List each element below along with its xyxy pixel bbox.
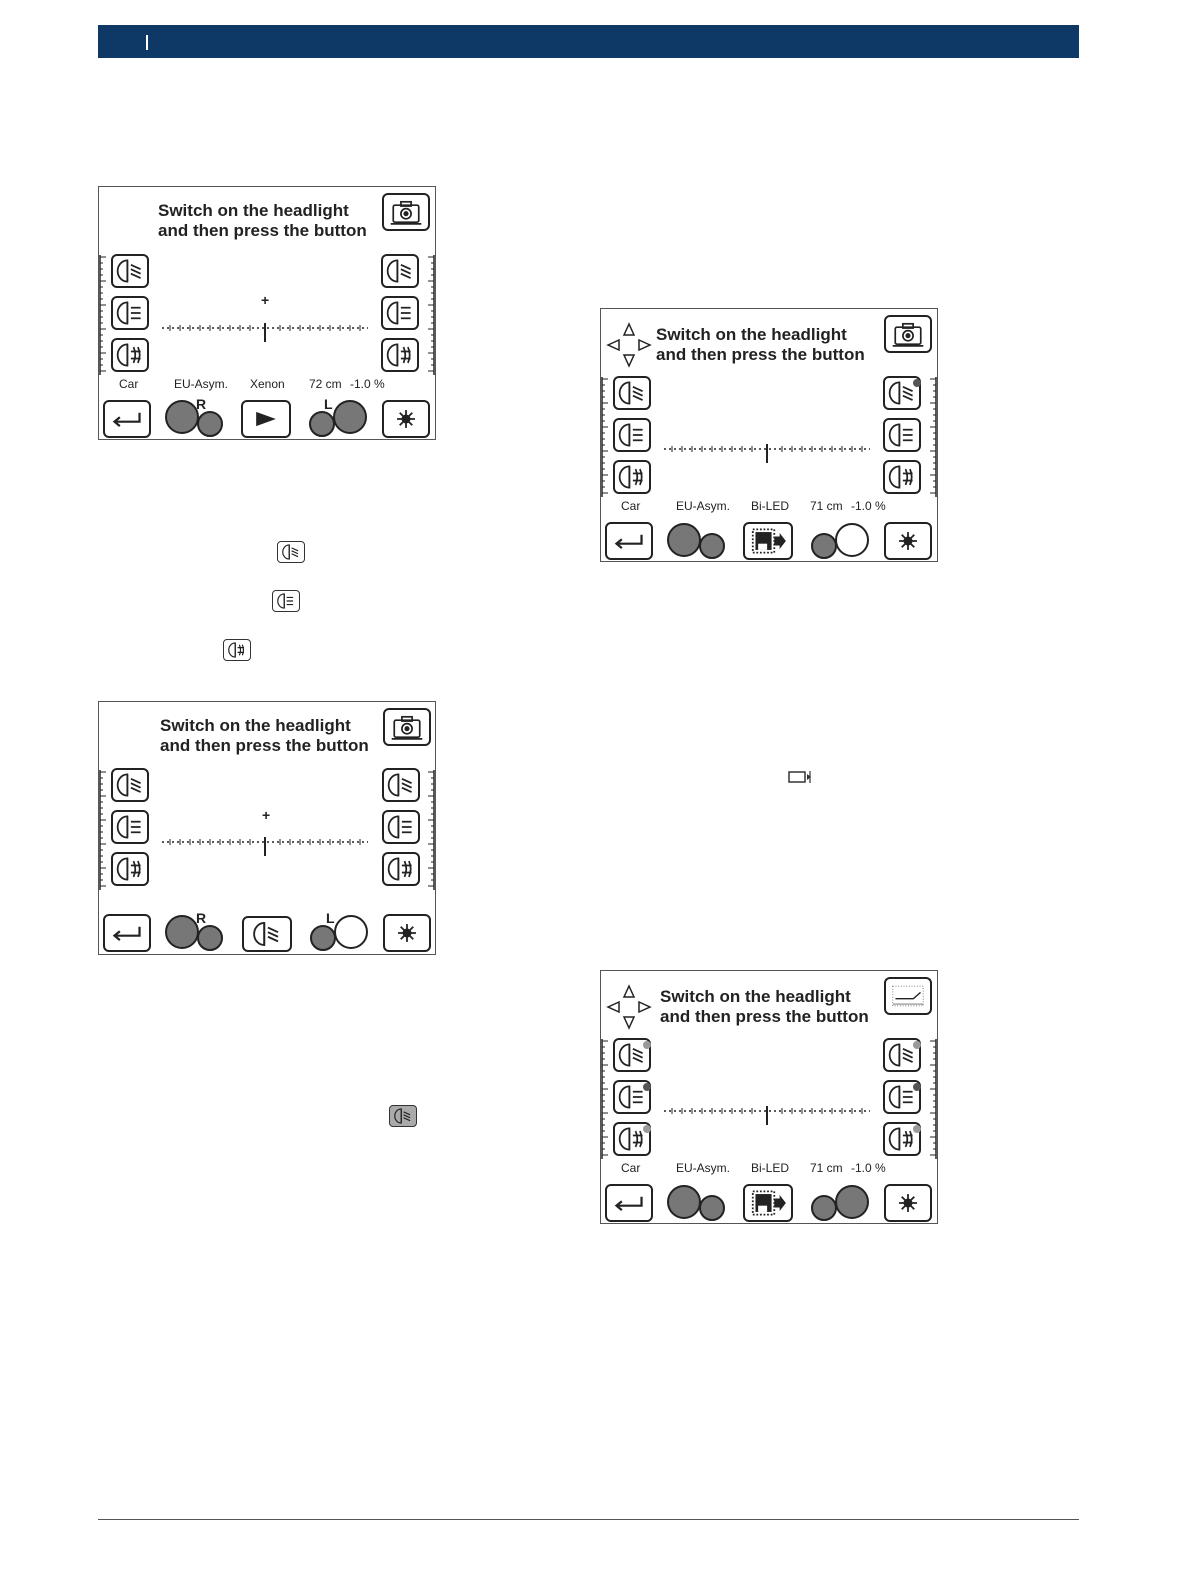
title-line-1: Switch on the headlight: [158, 201, 349, 220]
low-beam-icon: [885, 420, 919, 450]
fog-light-button-right[interactable]: [381, 338, 419, 372]
back-button[interactable]: [103, 400, 151, 438]
back-button[interactable]: [605, 1184, 653, 1222]
back-arrow-icon: [607, 1186, 651, 1220]
fog-light-button-right[interactable]: [883, 1122, 921, 1156]
high-beam-icon: [383, 256, 417, 286]
high-beam-icon: [244, 918, 290, 950]
right-lamp-label: R: [196, 910, 207, 926]
saved-indicator: [643, 1125, 651, 1133]
low-beam-button-right[interactable]: [883, 1080, 921, 1114]
right-lamp-small[interactable]: [699, 533, 725, 559]
navigation-arrows-icon[interactable]: [605, 983, 653, 1031]
screen-xenon: [98, 186, 436, 440]
vehicle-type: Car: [621, 1161, 641, 1175]
saved-indicator: [913, 1083, 921, 1091]
inline-fog-light: [223, 639, 251, 661]
vehicle-type: Car: [621, 499, 641, 513]
right-lamp-small[interactable]: [699, 1195, 725, 1221]
title-line-1: Switch on the headlight: [660, 987, 851, 1006]
screen-bi-led-save: [600, 308, 938, 562]
left-ruler: [601, 1039, 609, 1159]
left-ruler: [99, 255, 107, 375]
low-beam-button-right[interactable]: [381, 296, 419, 330]
right-lamp-large[interactable]: [165, 915, 199, 949]
header-bar: [98, 25, 1079, 58]
right-ruler: [427, 770, 435, 890]
high-beam-button-right[interactable]: [381, 254, 419, 288]
left-ruler: [601, 377, 609, 497]
left-lamp-small[interactable]: [310, 925, 336, 951]
fog-light-button-right[interactable]: [382, 852, 420, 886]
camera-button[interactable]: [884, 315, 932, 353]
screen-title: [160, 716, 369, 756]
screen-title: [656, 325, 865, 365]
laser-icon: [384, 402, 428, 436]
right-ruler: [929, 377, 937, 497]
laser-icon: [886, 1186, 930, 1220]
save-next-button[interactable]: [743, 522, 793, 560]
camera-icon: [886, 317, 930, 351]
right-lamp-large[interactable]: [165, 400, 199, 434]
light-standard: EU-Asym.: [676, 499, 730, 513]
inline-high-beam: [277, 541, 305, 563]
saved-indicator: [643, 1083, 651, 1091]
aim-marker: +: [262, 807, 271, 823]
low-beam-icon: [615, 420, 649, 450]
high-beam-button-left[interactable]: [613, 376, 651, 410]
laser-button[interactable]: [884, 1184, 932, 1222]
title-line-2: and then press the button: [660, 1007, 869, 1026]
left-lamp-large[interactable]: [835, 523, 869, 557]
footer-rule: [98, 1519, 1079, 1520]
play-icon: [243, 402, 289, 436]
saved-indicator: [913, 1125, 921, 1133]
right-lamp-large[interactable]: [667, 1185, 701, 1219]
save-next-icon: [745, 524, 791, 558]
low-beam-icon: [113, 812, 147, 842]
low-beam-button-left[interactable]: [111, 296, 149, 330]
distance-value: 72 cm: [309, 377, 342, 391]
measurement-scale: [664, 1106, 870, 1126]
left-lamp-large[interactable]: [333, 400, 367, 434]
lamp-type: Xenon: [250, 377, 285, 391]
left-lamp-large[interactable]: [334, 915, 368, 949]
low-beam-button-right[interactable]: [883, 418, 921, 452]
low-beam-button-left[interactable]: [613, 1080, 651, 1114]
aim-marker: +: [261, 292, 270, 308]
high-beam-button-right[interactable]: [382, 768, 420, 802]
high-beam-button-left[interactable]: [111, 768, 149, 802]
low-beam-icon: [273, 591, 299, 611]
title-line-1: Switch on the headlight: [160, 716, 351, 735]
camera-icon: [384, 195, 428, 229]
laser-button[interactable]: [884, 522, 932, 560]
fog-light-icon: [224, 640, 250, 660]
inline-high-beam-active: [389, 1105, 417, 1127]
camera-icon: [385, 710, 429, 744]
fog-light-button-left[interactable]: [613, 460, 651, 494]
save-next-button[interactable]: [743, 1184, 793, 1222]
left-ruler: [99, 770, 107, 890]
left-lamp-large[interactable]: [835, 1185, 869, 1219]
fog-light-button-left[interactable]: [111, 338, 149, 372]
title-line-1: Switch on the headlight: [656, 325, 847, 344]
right-ruler: [929, 1039, 937, 1159]
screen-title: [660, 987, 869, 1027]
inclination-value: -1.0 %: [851, 499, 886, 513]
measurement-scale: [162, 837, 368, 857]
fog-light-icon: [885, 462, 919, 492]
low-beam-icon: [113, 298, 147, 328]
right-lamp-label: R: [196, 396, 207, 412]
lamp-type: Bi-LED: [751, 1161, 790, 1175]
back-arrow-icon: [105, 402, 149, 436]
inclination-value: -1.0 %: [350, 377, 385, 391]
low-beam-button-left[interactable]: [613, 418, 651, 452]
back-button[interactable]: [605, 522, 653, 560]
graph-button[interactable]: [884, 977, 932, 1015]
header-divider: [146, 35, 148, 50]
left-lamp-label: L: [326, 910, 335, 926]
distance-value: 71 cm: [810, 499, 843, 513]
high-beam-mode-button[interactable]: [242, 916, 292, 952]
inline-save-icon: [787, 769, 815, 785]
low-beam-button-left[interactable]: [111, 810, 149, 844]
back-arrow-icon: [105, 916, 149, 950]
left-lamp-small[interactable]: [309, 411, 335, 437]
back-arrow-icon: [607, 524, 651, 558]
light-standard: EU-Asym.: [676, 1161, 730, 1175]
inclination-value: -1.0 %: [851, 1161, 886, 1175]
high-beam-icon: [278, 542, 304, 562]
high-beam-icon: [113, 256, 147, 286]
high-beam-button-right[interactable]: [883, 376, 921, 410]
high-beam-icon: [390, 1106, 416, 1126]
right-ruler: [427, 255, 435, 375]
title-line-2: and then press the button: [160, 736, 369, 755]
low-beam-icon: [384, 812, 418, 842]
inline-low-beam: [272, 590, 300, 612]
high-beam-button-left[interactable]: [613, 1038, 651, 1072]
fog-light-icon: [384, 854, 418, 884]
fog-light-button-left[interactable]: [111, 852, 149, 886]
left-lamp-small[interactable]: [811, 1195, 837, 1221]
fog-light-button-left[interactable]: [613, 1122, 651, 1156]
right-lamp-large[interactable]: [667, 523, 701, 557]
vehicle-type: Car: [119, 377, 139, 391]
measurement-scale: [162, 323, 368, 343]
navigation-arrows-icon[interactable]: [605, 321, 653, 369]
laser-icon: [385, 916, 429, 950]
low-beam-button-right[interactable]: [382, 810, 420, 844]
light-standard: EU-Asym.: [174, 377, 228, 391]
right-lamp-small[interactable]: [197, 411, 223, 437]
measurement-scale: [664, 444, 870, 464]
start-button[interactable]: [241, 400, 291, 438]
distance-value: 71 cm: [810, 1161, 843, 1175]
fog-light-icon: [615, 462, 649, 492]
low-beam-icon: [383, 298, 417, 328]
high-beam-button-right[interactable]: [883, 1038, 921, 1072]
high-beam-icon: [615, 378, 649, 408]
laser-button[interactable]: [382, 400, 430, 438]
save-next-icon: [787, 769, 815, 785]
left-lamp-label: L: [324, 396, 333, 412]
graph-icon: [886, 979, 930, 1013]
screen-bi-led-graph: [600, 970, 938, 1224]
saved-indicator: [913, 379, 921, 387]
high-beam-icon: [384, 770, 418, 800]
back-button[interactable]: [103, 914, 151, 952]
fog-light-icon: [113, 854, 147, 884]
fog-light-icon: [113, 340, 147, 370]
saved-indicator: [643, 1041, 651, 1049]
screen-high-beam: [98, 701, 436, 955]
camera-button[interactable]: [383, 708, 431, 746]
high-beam-icon: [113, 770, 147, 800]
left-lamp-small[interactable]: [811, 533, 837, 559]
saved-indicator: [913, 1041, 921, 1049]
fog-light-button-right[interactable]: [883, 460, 921, 494]
laser-button[interactable]: [383, 914, 431, 952]
laser-icon: [886, 524, 930, 558]
fog-light-icon: [383, 340, 417, 370]
title-line-2: and then press the button: [656, 345, 865, 364]
screen-title: [158, 201, 367, 241]
camera-button[interactable]: [382, 193, 430, 231]
save-next-icon: [745, 1186, 791, 1220]
high-beam-button-left[interactable]: [111, 254, 149, 288]
title-line-2: and then press the button: [158, 221, 367, 240]
lamp-type: Bi-LED: [751, 499, 790, 513]
right-lamp-small[interactable]: [197, 925, 223, 951]
